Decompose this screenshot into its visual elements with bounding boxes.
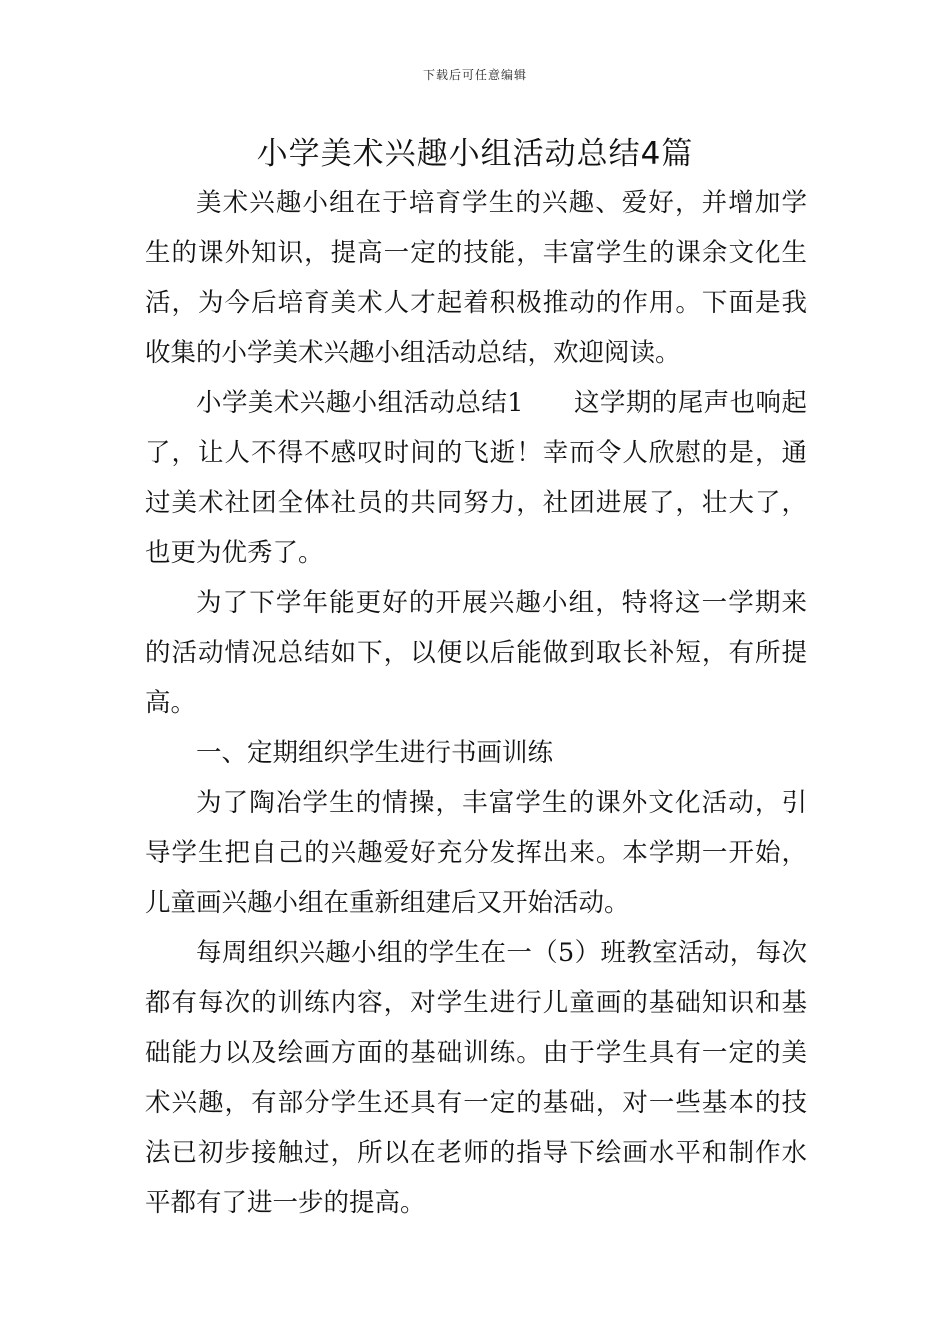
section-1-heading: 小学美术兴趣小组活动总结1 (196, 388, 524, 418)
header-note: 下载后可任意编辑 (422, 68, 527, 82)
section-1-paragraph (145, 378, 807, 578)
training-paragraph-2: 每周组织兴趣小组的学生在一（5）班教室活动，每次都有每次的训练内容，对学生进行儿童画的基础知识和基础能力以及绘画方面的基础训练。由于学生具有一定的美术兴趣，有部分学生还具有一定的基础，对一些基本的技法已初步接触过，所以在老师的指导下绘画水平和制作水平都有了进一步的提高。 (145, 938, 807, 1218)
document-title: 小学美术兴趣小组活动总结4篇 (256, 136, 694, 172)
intro-paragraph: 美术兴趣小组在于培育学生的兴趣、爱好，并增加学生的课外知识，提高一定的技能，丰富学生的课余文化生活，为今后培育美术人才起着积极推动的作用。下面是我收集的小学美术兴趣小组活动总结，欢迎阅读。 (145, 188, 807, 368)
subheading-1: 一、定期组织学生进行书画训练 (196, 738, 554, 768)
training-paragraph-1: 为了陶冶学生的情操，丰富学生的课外文化活动，引导学生把自己的兴趣爱好充分发挥出来。本学期一开始，儿童画兴趣小组在重新组建后又开始活动。 (145, 788, 807, 918)
summary-paragraph: 为了下学年能更好的开展兴趣小组，特将这一学期来的活动情况总结如下，以便以后能做到取长补短，有所提高。 (145, 588, 807, 718)
document-body (145, 178, 807, 1228)
section-1-text: 这学期的尾声也响起了，让人不得不感叹时间的飞逝！幸而令人欣慰的是，通过美术社团全体社员的共同努力，社团进展了，壮大了，也更为优秀了。 (145, 388, 807, 568)
